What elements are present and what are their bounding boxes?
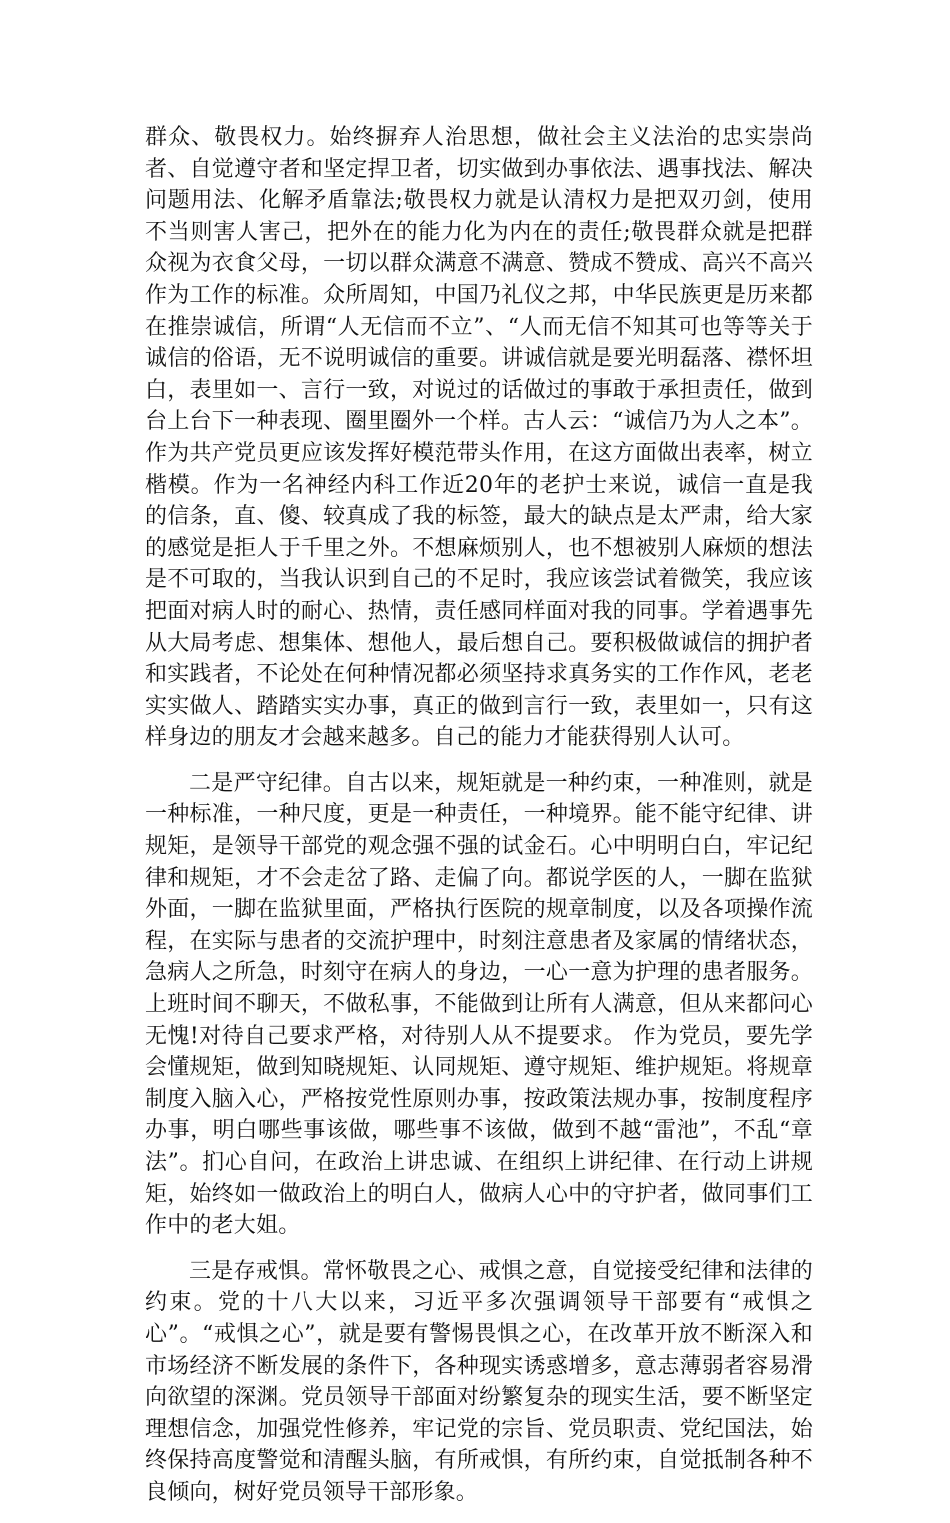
paragraph-discipline: 二是严守纪律。自古以来，规矩就是一种约束，一种准则，就是一种标准，一种尺度，更是一种责任，一种境界。能不能守纪律、讲规矩，是领导干部党的观念强不强的试金石。心中明明白白，牢记纪律和规矩，才不会走岔了路、走偏了向。都说学医的人，一脚在监狱外面，一脚在监狱里面，严格执行医院的规章制度，以及各项操作流程，在实际与患者的交流护理中，时刻注意患者及家属的情绪状态，急病人之所急，时刻守在病人的身边，一心一意为护理的患者服务。上班时间不聊天，不做私事，不能做到让所有人满意，但从来都问心无愧!对待自己要求严格，对待别人从不提要求。 作为党员，要先学会懂规矩，做到知晓规矩、认同规矩、遵守规矩、维护规矩。将规章制度入脑入心，严格按党性原则办事，按政策法规办事，按制度程序办事，明白哪些事该做，哪些事不该做，做到不越“雷池”，不乱“章法”。扪心自问，在政治上讲忠诚、在组织上讲纪律、在行动上讲规矩，始终如一做政治上的明白人，做病人心中的守护者，做同事们工作中的老大姐。 [145,770,813,1239]
document-body [145,122,813,1523]
paragraph-caution: 三是存戒惧。常怀敬畏之心、戒惧之意，自觉接受纪律和法律的约束。党的十八大以来，习近平多次强调领导干部要有“戒惧之心”。“戒惧之心”，就是要有警惕畏惧之心，在改革开放不断深入和市场经济不断发展的条件下，各种现实诱惑增多，意志薄弱者容易滑向欲望的深渊。党员领导干部面对纷繁复杂的现实生活，要不断坚定理想信念，加强党性修养，牢记党的宗旨、党员职责、党纪国法，始终保持高度警觉和清醒头脑，有所戒惧，有所约束，自觉抵制各种不良倾向，树好党员领导干部形象。 [145,1258,813,1505]
paragraph-integrity: 群众、敬畏权力。始终摒弃人治思想，做社会主义法治的忠实崇尚者、自觉遵守者和坚定捍卫者，切实做到办事依法、遇事找法、解决问题用法、化解矛盾靠法;敬畏权力就是认清权力是把双刃剑，使用不当则害人害己，把外在的能力化为内在的责任;敬畏群众就是把群众视为衣食父母，一切以群众满意不满意、赞成不赞成、高兴不高兴作为工作的标准。众所周知，中国乃礼仪之邦，中华民族更是历来都在推崇诚信，所谓“人无信而不立”、“人而无信不知其可也等等关于诚信的俗语，无不说明诚信的重要。讲诚信就是要光明磊落、襟怀坦白，表里如一、言行一致，对说过的话做过的事敢于承担责任，做到台上台下一种表现、圈里圈外一个样。古人云：“诚信乃为人之本”。作为共产党员更应该发挥好模范带头作用，在这方面做出表率，树立楷模。作为一名神经内科工作近20年的老护士来说，诚信一直是我的信条，直、傻、较真成了我的标签，最大的缺点是太严肃，给大家的感觉是拒人于千里之外。不想麻烦别人，也不想被别人麻烦的想法是不可取的，当我认识到自己的不足时，我应该尝试着微笑，我应该把面对病人时的耐心、热情，责任感同样面对我的同事。学着遇事先从大局考虑、想集体、想他人，最后想自己。要积极做诚信的拥护者和实践者，不论处在何种情况都必须坚持求真务实的工作作风，老老实实做人、踏踏实实办事，真正的做到言行一致，表里如一，只有这样身边的朋友才会越来越多。自己的能力才能获得别人认可。 [145,125,813,751]
